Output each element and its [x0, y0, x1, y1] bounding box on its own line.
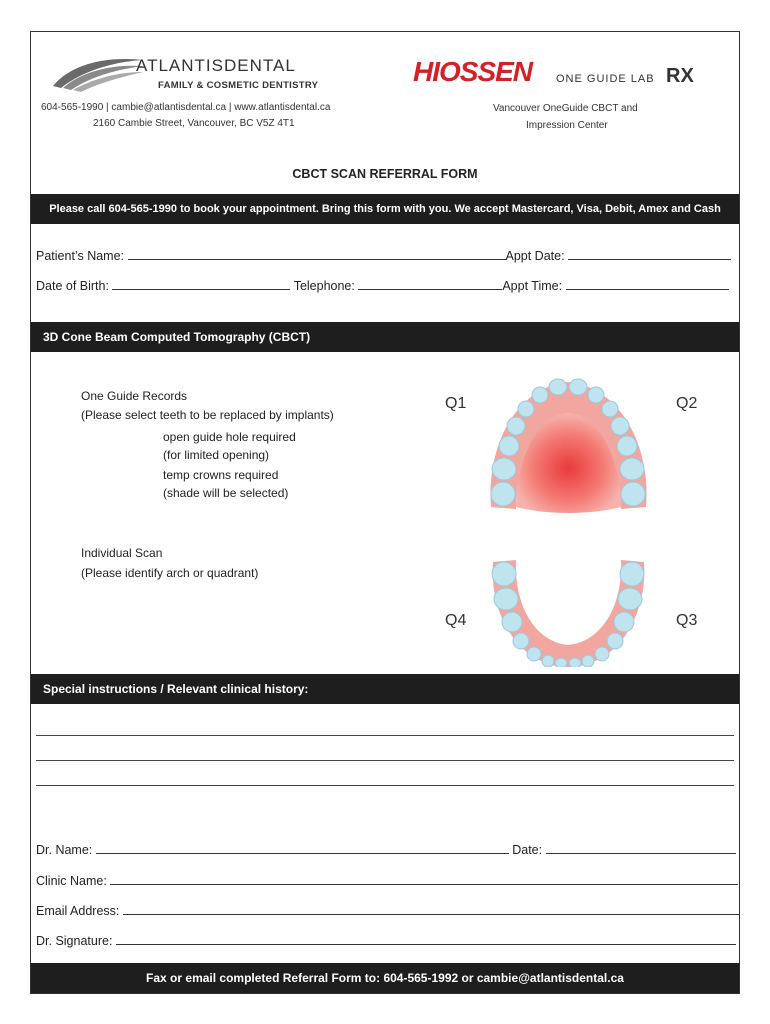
tooth: [611, 417, 629, 435]
hiossen-center-line2: Impression Center: [526, 120, 608, 131]
telephone-label: Telephone:: [293, 279, 355, 293]
quadrant-q1-label[interactable]: Q1: [445, 395, 467, 412]
quadrant-q4-label[interactable]: Q4: [445, 612, 467, 629]
tooth: [532, 387, 548, 403]
rx-label: RX: [666, 65, 694, 87]
tooth: [620, 458, 644, 480]
instructions-line-1[interactable]: [36, 735, 734, 736]
tooth: [502, 612, 522, 632]
cbct-section-bar: 3D Cone Beam Computed Tomography (CBCT): [31, 322, 739, 352]
atlantis-swoosh-logo-icon: [51, 54, 146, 94]
tooth: [588, 387, 604, 403]
footer-bar: Fax or email completed Referral Form to: 604-565-1992 or cambie@atlantisdental.ca: [31, 963, 739, 993]
clinic-name-label: Clinic Name:: [36, 874, 107, 888]
tooth: [492, 562, 516, 586]
email-row: [36, 902, 736, 918]
option-open-guide-hole[interactable]: open guide hole required: [163, 430, 296, 444]
instructions-line-2[interactable]: [36, 760, 734, 761]
signature-field[interactable]: [116, 932, 736, 945]
one-guide-records-title: One Guide Records: [81, 389, 188, 403]
option-shade-selected: (shade will be selected): [163, 486, 289, 500]
tooth: [491, 482, 515, 506]
tooth: [513, 633, 529, 649]
individual-scan-note: (Please identify arch or quadrant): [81, 566, 259, 580]
appt-date-field[interactable]: [568, 247, 731, 260]
telephone-field[interactable]: [358, 277, 502, 290]
doctor-name-row: [36, 841, 736, 857]
doctor-name-field[interactable]: [96, 841, 509, 854]
tooth: [617, 436, 637, 456]
dob-field[interactable]: [112, 277, 290, 290]
hiossen-center-line1: Vancouver OneGuide CBCT and: [493, 103, 638, 114]
tooth: [542, 655, 554, 667]
atlantis-address-line: 2160 Cambie Street, Vancouver, BC V5Z 4T1: [93, 118, 295, 129]
email-label: Email Address:: [36, 904, 120, 918]
tooth: [518, 401, 534, 417]
dob-row: [36, 277, 736, 293]
tooth: [582, 655, 594, 667]
option-temp-crowns[interactable]: temp crowns required: [163, 468, 279, 482]
clinic-name-field[interactable]: [110, 872, 738, 885]
clinic-name-row: [36, 872, 736, 888]
dob-label: Date of Birth:: [36, 279, 109, 293]
option-limited-opening: (for limited opening): [163, 448, 270, 462]
booking-info-bar: Please call 604-565-1990 to book your appointment. Bring this form with you. We accept Mastercard, Visa, Debit, Amex and Cash: [31, 194, 739, 224]
form-title: CBCT SCAN REFERRAL FORM: [292, 167, 478, 181]
appt-time-field[interactable]: [566, 277, 729, 290]
email-field[interactable]: [123, 902, 739, 915]
patient-name-field[interactable]: [128, 247, 506, 260]
one-guide-lab-label: ONE GUIDE LAB: [556, 73, 655, 85]
date-field[interactable]: [546, 841, 736, 854]
quadrant-q2-label[interactable]: Q2: [676, 395, 698, 412]
tooth: [607, 633, 623, 649]
date-label: Date:: [512, 843, 543, 857]
doctor-name-label: Dr. Name:: [36, 843, 93, 857]
appt-time-label: Appt Time:: [502, 279, 563, 293]
tooth: [569, 379, 587, 395]
referral-form-page: [30, 31, 740, 994]
special-instructions-bar: Special instructions / Relevant clinical history:: [31, 674, 739, 704]
tooth: [620, 562, 644, 586]
appt-date-label: Appt Date:: [505, 249, 565, 263]
tooth: [602, 401, 618, 417]
tooth: [527, 647, 541, 661]
tooth: [555, 658, 567, 667]
patient-name-label: Patient’s Name:: [36, 249, 125, 263]
hiossen-logo: HIOSSEN: [413, 56, 533, 87]
tooth: [614, 612, 634, 632]
tooth: [595, 647, 609, 661]
instructions-line-3[interactable]: [36, 785, 734, 786]
tooth: [569, 658, 581, 667]
tooth: [499, 436, 519, 456]
atlantis-subtitle: FAMILY & COSMETIC DENTISTRY: [158, 80, 319, 91]
individual-scan-title: Individual Scan: [81, 546, 163, 560]
signature-label: Dr. Signature:: [36, 934, 113, 948]
atlantis-contact-line: 604-565-1990 | cambie@atlantisdental.ca | www.atlantisdental.ca: [41, 102, 331, 113]
tooth: [549, 379, 567, 395]
signature-row: [36, 932, 736, 948]
tooth: [621, 482, 645, 506]
tooth: [507, 417, 525, 435]
one-guide-records-note: (Please select teeth to be replaced by implants): [81, 408, 334, 422]
quadrant-q3-label[interactable]: Q3: [676, 612, 698, 629]
tooth: [618, 588, 642, 610]
patient-name-row: [36, 247, 736, 263]
tooth: [494, 588, 518, 610]
dental-arch-chart: [471, 367, 666, 667]
tooth: [492, 458, 516, 480]
atlantis-brand-name: ATLANTISDENTAL: [136, 56, 296, 75]
